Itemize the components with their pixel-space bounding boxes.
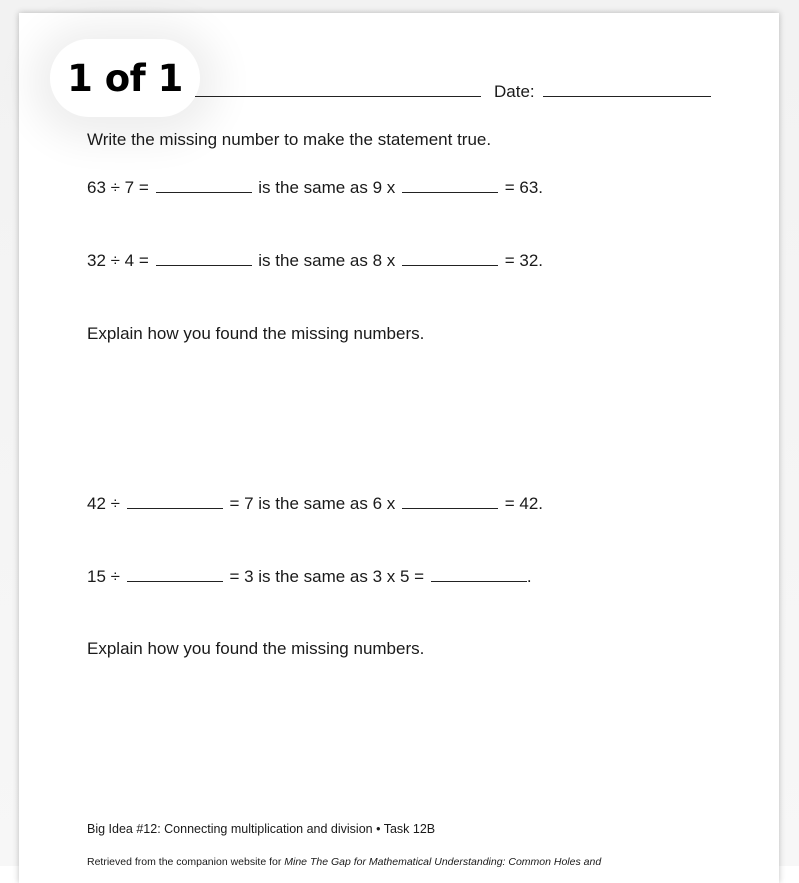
page-indicator-badge [50,39,200,117]
date-row [494,82,713,102]
answer-blank [402,251,498,266]
footer-task-label: Big Idea #12: Connecting multiplication and division • Task 12B [87,822,436,836]
problem-2-part-b: is the same as 8 x [258,251,396,270]
problem-1-part-c: = 63. [504,178,544,197]
explain-prompt-1: Explain how you found the missing numbers. [87,324,425,343]
answer-blank [402,494,498,509]
answer-blank [402,178,498,193]
answer-blank [127,567,223,582]
problem-row-4 [87,567,532,587]
problem-2-part-c: = 32. [504,251,544,270]
footer-citation-title: Mine The Gap for Mathematical Understanding: Common Holes and [284,856,602,868]
problem-4-part-c: . [526,567,532,586]
footer-citation [87,852,601,872]
name-blank [195,82,481,97]
problem-3-part-c: = 42. [504,494,544,513]
answer-blank [127,494,223,509]
problem-row-2 [87,251,543,271]
instruction-text: Write the missing number to make the statement true. [87,130,492,149]
problem-3-part-a: 42 ÷ [87,494,120,513]
problem-4-part-b: = 3 is the same as 3 x 5 = [229,567,425,586]
problem-row-1 [87,178,543,198]
answer-blank [431,567,527,582]
explain-prompt-2: Explain how you found the missing numbers. [87,639,425,658]
date-label: Date: [494,82,535,101]
answer-blank [156,251,252,266]
problem-3-part-b: = 7 is the same as 6 x [229,494,396,513]
name-line [193,82,483,102]
problem-row-3 [87,494,543,514]
problem-2-part-a: 32 ÷ 4 = [87,251,149,270]
answer-blank [156,178,252,193]
footer-citation-prefix: Retrieved from the companion website for [87,856,285,868]
page-indicator-text: 1 of 1 [67,56,183,100]
problem-1-part-b: is the same as 9 x [258,178,396,197]
problem-1-part-a: 63 ÷ 7 = [87,178,149,197]
date-blank [543,82,711,97]
problem-4-part-a: 15 ÷ [87,567,120,586]
